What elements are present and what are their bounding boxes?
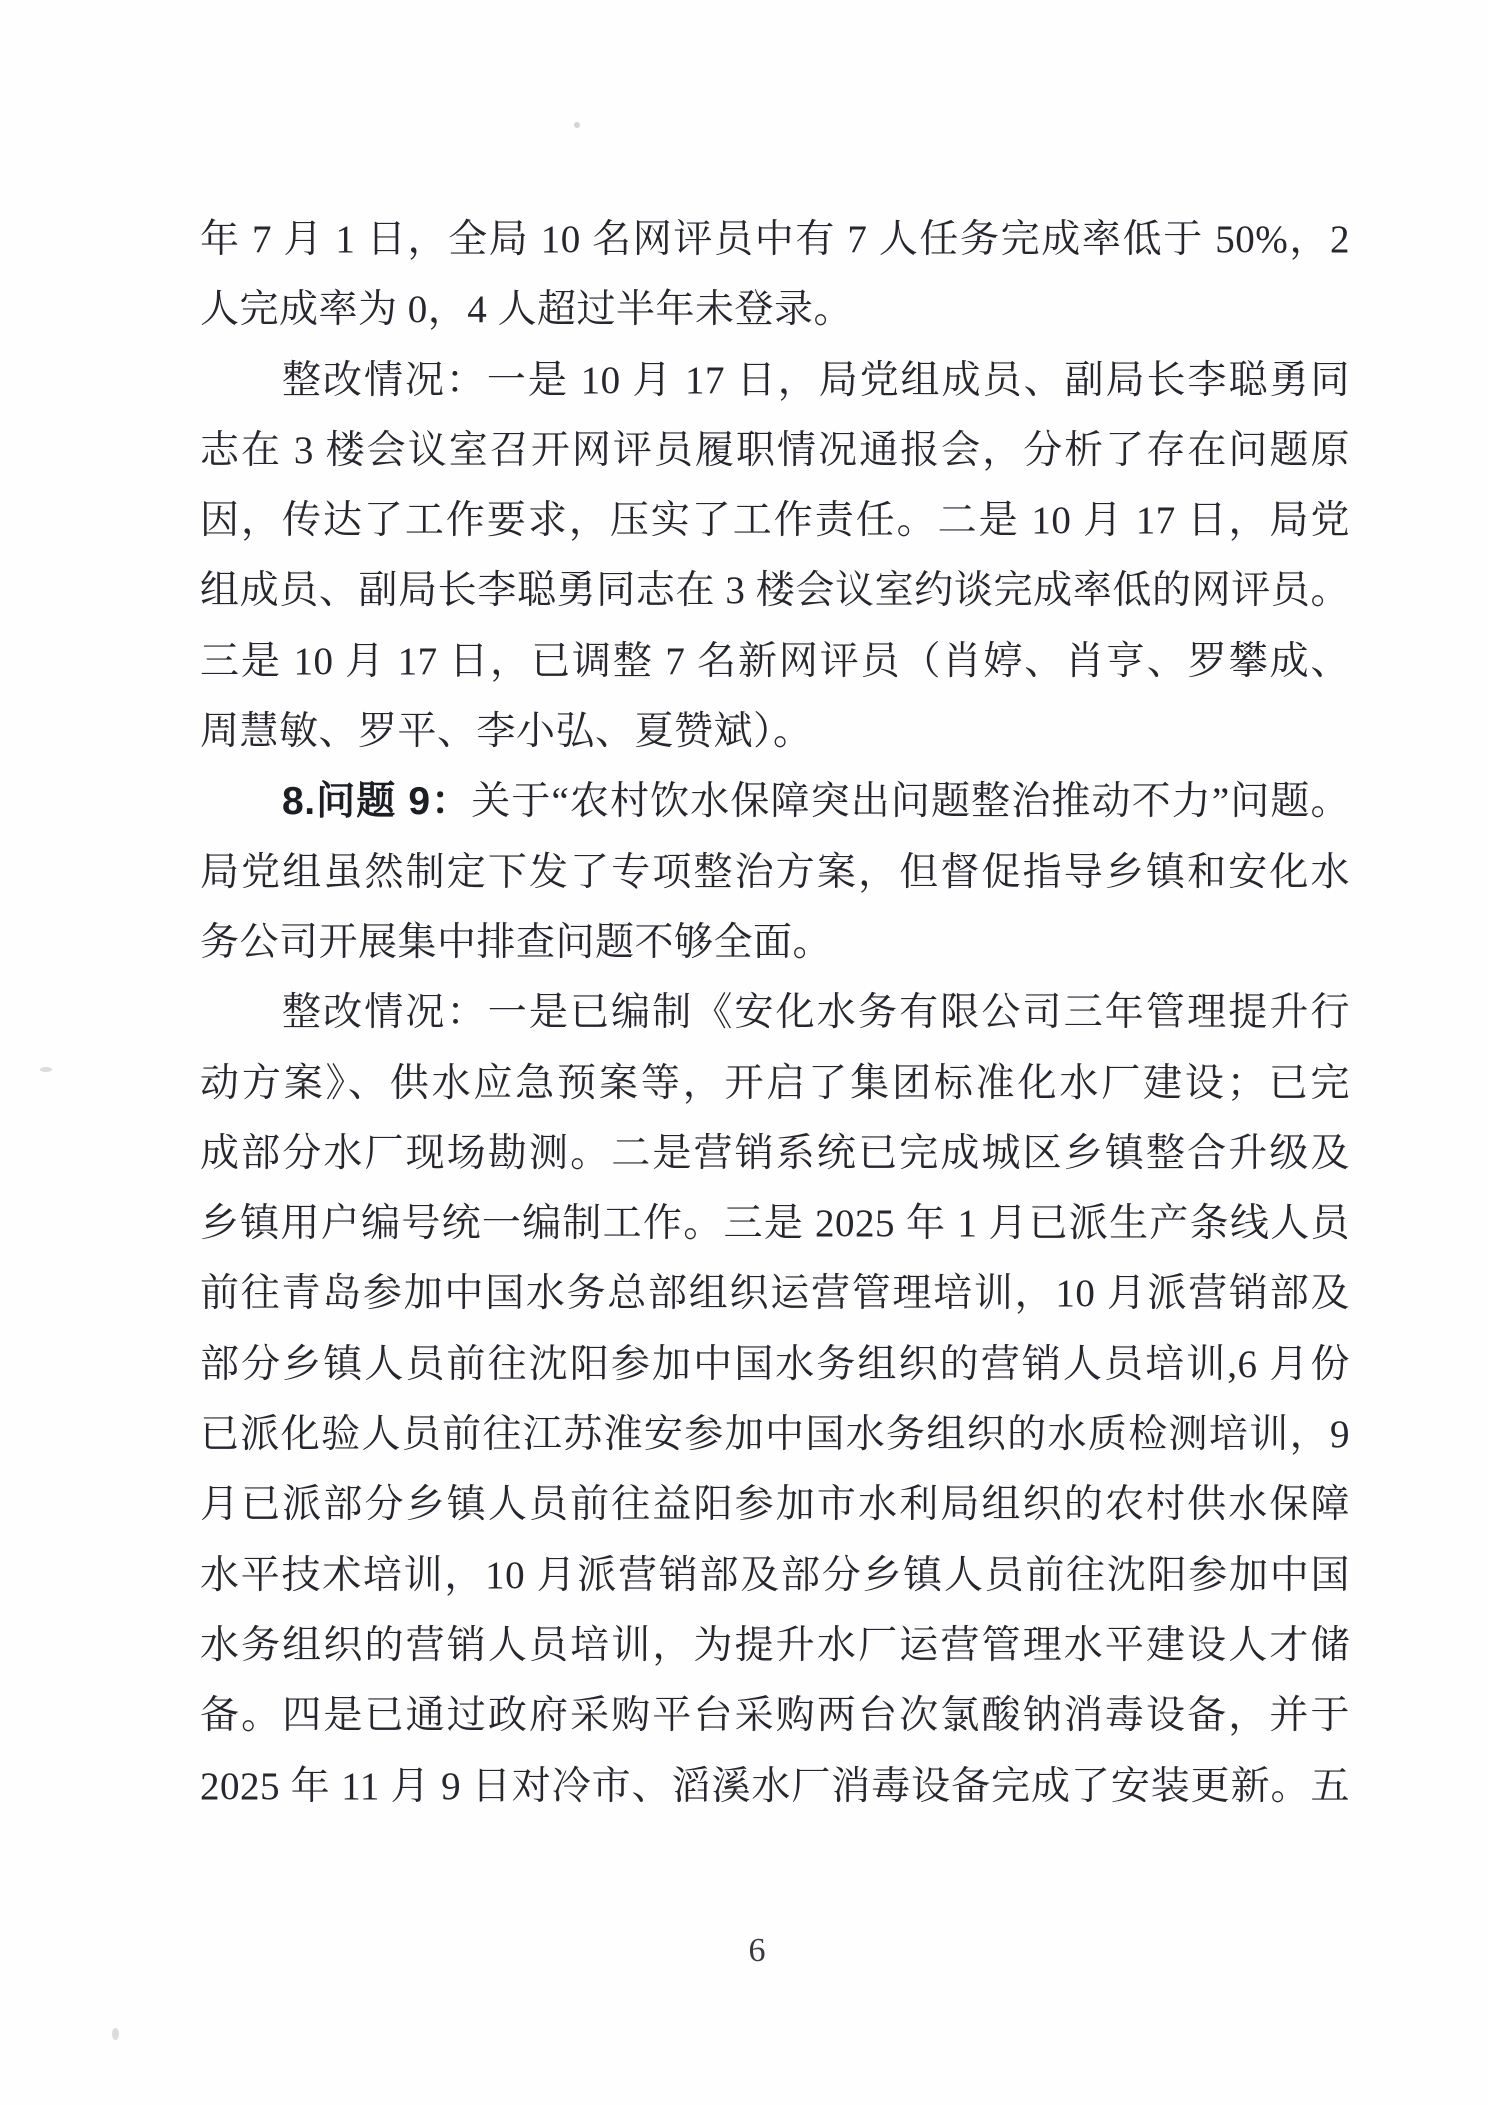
text-line: 因，传达了工作要求，压实了工作责任。二是 10 月 17 日，局党: [200, 499, 1350, 543]
text-line: 备。四是已通过政府采购平台采购两台次氯酸钠消毒设备，并于: [200, 1694, 1350, 1738]
text-line: 水务组织的营销人员培训，为提升水厂运营管理水平建设人才储: [200, 1623, 1350, 1667]
text-line: 务公司开展集中排查问题不够全面。: [200, 920, 833, 964]
scan-speck-left: [40, 1067, 52, 1072]
text-line: 动方案》、供水应急预案等，开启了集团标准化水厂建设；已完: [200, 1061, 1350, 1105]
text-line: 水平技术培训，10 月派营销部及部分乡镇人员前往沈阳参加中国: [200, 1553, 1350, 1597]
problem-heading-line: [200, 767, 1350, 837]
text-line: 部分乡镇人员前往沈阳参加中国水务组织的营销人员培训,6 月份: [200, 1342, 1350, 1386]
text-line: 整改情况：一是已编制《安化水务有限公司三年管理提升行: [282, 991, 1350, 1035]
text-line: 三是 10 月 17 日，已调整 7 名新网评员（肖婷、肖亨、罗攀成、: [200, 639, 1350, 683]
text-line: 组成员、副局长李聪勇同志在 3 楼会议室约谈完成率低的网评员。: [200, 569, 1350, 613]
problem-number-label: 8.问题 9：: [282, 780, 472, 824]
text-line: 周慧敏、罗平、李小弘、夏赞斌）。: [200, 710, 813, 754]
text-line: 乡镇用户编号统一编制工作。三是 2025 年 1 月已派生产条线人员: [200, 1202, 1350, 1246]
text-line: 人完成率为 0，4 人超过半年未登录。: [200, 288, 854, 332]
text-line: 志在 3 楼会议室召开网评员履职情况通报会，分析了存在问题原: [200, 428, 1350, 472]
problem-title-text: 关于“农村饮水保障突出问题整治推动不力”问题。: [471, 780, 1350, 824]
text-block: [200, 205, 1350, 1822]
text-line: 前往青岛参加中国水务总部组织运营管理培训，10 月派营销部及: [200, 1272, 1350, 1316]
text-line: 年 7 月 1 日，全局 10 名网评员中有 7 人任务完成率低于 50%，2: [200, 218, 1350, 261]
text-line: 局党组虽然制定下发了专项整治方案，但督促指导乡镇和安化水: [200, 850, 1350, 894]
text-line: 月已派部分乡镇人员前往益阳参加市水利局组织的农村供水保障: [200, 1483, 1350, 1527]
text-line: 整改情况：一是 10 月 17 日，局党组成员、副局长李聪勇同: [282, 358, 1350, 402]
scan-speck-top: [574, 122, 580, 128]
text-line: 2025 年 11 月 9 日对冷市、滔溪水厂消毒设备完成了安装更新。五: [200, 1764, 1350, 1808]
page-number: 6: [748, 1932, 766, 1969]
text-line: 成部分水厂现场勘测。二是营销系统已完成城区乡镇整合升级及: [200, 1131, 1350, 1175]
scan-speck-bottom: [112, 2028, 119, 2040]
text-line: 已派化验人员前往江苏淮安参加中国水务组织的水质检测培训，9: [200, 1413, 1350, 1457]
